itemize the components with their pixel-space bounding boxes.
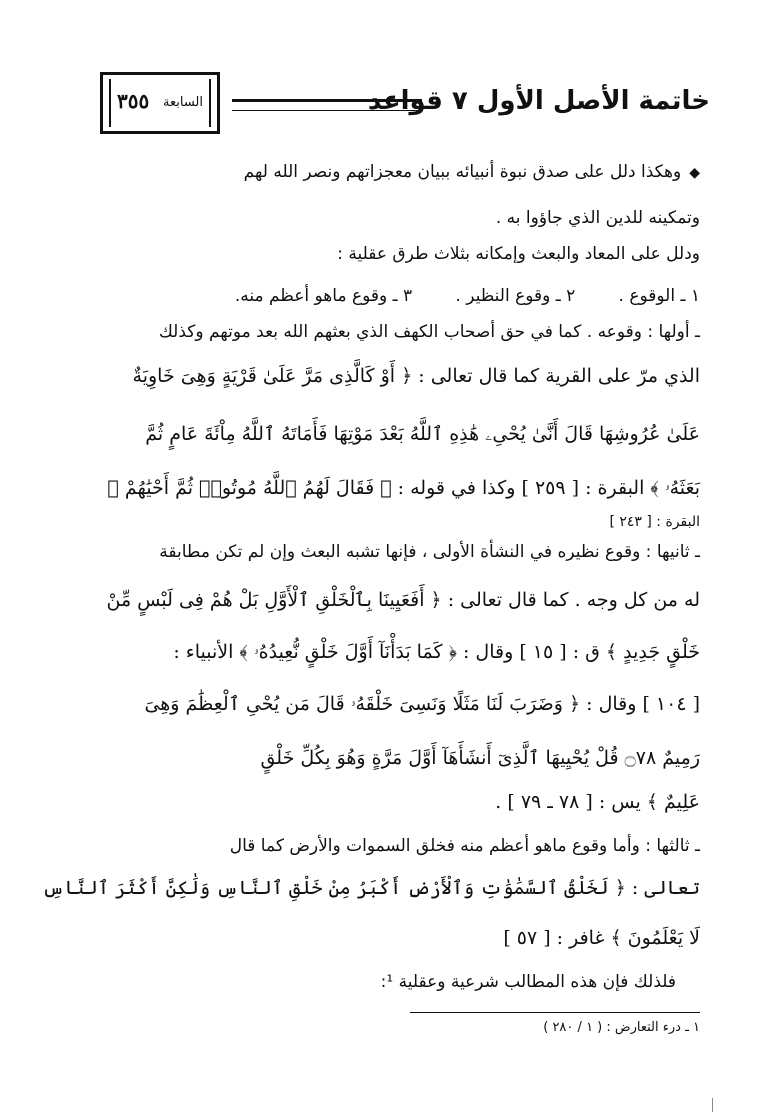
- text-line: رَمِيمٌ ۝٧٨ قُلْ يُحْيِيهَا ٱلَّذِىٓ أَنشَأَهَآ أَوَّلَ مَرَّةٍ وَهُوَ بِكُلِّ خَلْقٍ: [260, 747, 700, 769]
- box-inner-rule-left: [109, 79, 111, 127]
- text-line: لَا يَعْلَمُونَ ﴾ غافر : [ ٥٧ ]: [503, 927, 700, 949]
- page-number: ٣٥٥: [117, 89, 150, 113]
- text-line: ـ ثالثها : وأما وقوع ماهو أعظم منه فخلق السموات والأرض كما قال: [229, 836, 700, 856]
- page-header: [90, 72, 710, 142]
- line-text: وهكذا دلل على صدق نبوة أنبيائه ببيان معجزاتهم ونصر الله لهم: [243, 162, 682, 182]
- section-label: السابعة: [163, 95, 203, 110]
- text-line: ـ ثانيها : وقوع نظيره في النشأة الأولى ، فإنها تشبه البعث وإن لم تكن مطابقة: [159, 542, 700, 562]
- text-line: عَلَىٰ عُرُوشِهَا قَالَ أَنَّىٰ يُحْىِۦ هَٰذِهِ ٱللَّهُ بَعْدَ مَوْتِهَا فَأَمَاتَهُ ٱللَّهُ مِاْئَةَ عَامٍ ثُمَّ: [145, 423, 700, 445]
- text-line: فلذلك فإن هذه المطالب شرعية وعقلية ¹:: [380, 972, 676, 992]
- text-line: بَعَثَهُۥ ﴾ البقرة : [ ٢٥٩ ] وكذا في قوله : ﴿ فَقَالَ لَهُمُ ٱللَّهُ مُوتُوا۟ ثُمَّ أَحْيَٰهُمْ ﴾: [107, 477, 700, 499]
- text-line: تعالى : ﴿ لَخَلْقُ ٱلسَّمَٰوَٰتِ وَٱلْأَرْضِ أَكْبَرُ مِنْ خَلْقِ ٱلنَّاسِ وَلَٰكِنَّ أَكْثَرَ ٱلنَّاسِ: [42, 877, 700, 899]
- text-line: ١ ـ الوقوع . ٢ ـ وقوع النظير . ٣ ـ وقوع ماهو أعظم منه.: [234, 286, 700, 306]
- text-line: ودلل على المعاد والبعث وإمكانه بثلاث طرق عقلية :: [337, 244, 700, 264]
- text-line: [ ١٠٤ ] وقال : ﴿ وَضَرَبَ لَنَا مَثَلًا وَنَسِىَ خَلْقَهُۥ قَالَ مَن يُحْىِ ٱلْعِظَٰمَ وَهِىَ: [144, 693, 700, 715]
- text-line: عَلِيمٌ ﴾ يس : [ ٧٨ ـ ٧٩ ] .: [495, 791, 700, 813]
- text-line: له من كل وجه . كما قال تعالى : ﴿ أَفَعَيِينَا بِٱلْخَلْقِ ٱلْأَوَّلِ بَلْ هُمْ فِى لَبْسٍ مِّنْ: [106, 589, 700, 611]
- page-number-box: [100, 72, 220, 134]
- bullet-icon: ◆: [689, 165, 700, 181]
- text-line: الذي مرّ على القرية كما قال تعالى : ﴿ أَوْ كَالَّذِى مَرَّ عَلَىٰ قَرْيَةٍ وَهِىَ خَاوِيَةٌ: [132, 365, 700, 387]
- scan-mark: [712, 1098, 713, 1112]
- text-line: خَلْقٍ جَدِيدٍ ﴾ ق : [ ١٥ ] وقال : ﴿ كَمَا بَدَأْنَآ أَوَّلَ خَلْقٍ نُّعِيدُهُۥ ﴾ الأنبياء :: [173, 641, 700, 663]
- footnote-rule: [410, 1012, 700, 1013]
- footnote: ١ ـ درء التعارض : ( ١ / ٢٨٠ ): [543, 1020, 700, 1035]
- text-line: وتمكينه للدين الذي جاؤوا به .: [495, 208, 700, 228]
- running-title: خاتمة الأصل الأول ٧ قواعد: [367, 86, 710, 116]
- box-inner-rule-right: [209, 79, 211, 127]
- text-line: [244, 160, 700, 185]
- text-line: البقرة : [ ٢٤٣ ]: [609, 514, 700, 530]
- text-line: ـ أولها : وقوعه . كما في حق أصحاب الكهف الذي بعثهم الله بعد موتهم وكذلك: [158, 322, 700, 342]
